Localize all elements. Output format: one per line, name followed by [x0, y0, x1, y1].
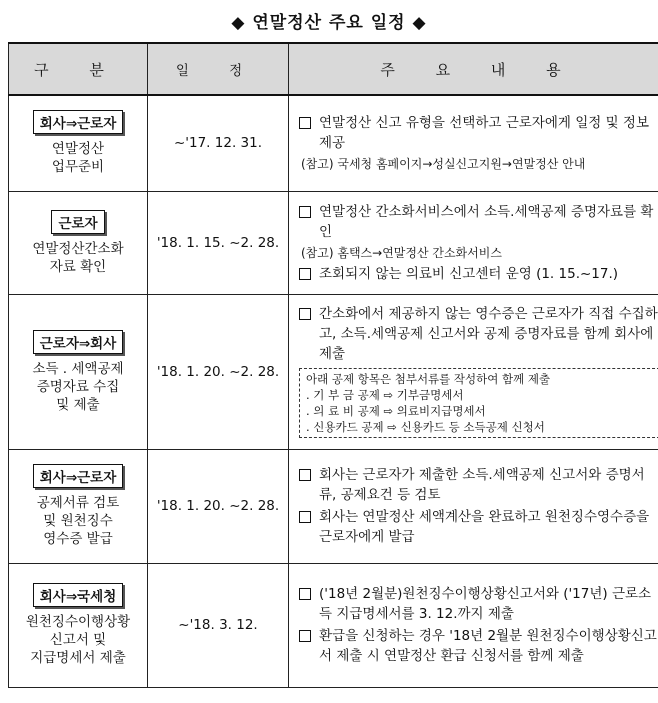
table-row [9, 563, 658, 687]
role-tag: 근로자 [51, 210, 104, 234]
square-bullet-icon [299, 588, 311, 600]
schedule-cell: '18. 1. 20. ~2. 28. [148, 449, 289, 563]
square-bullet-icon [299, 268, 311, 280]
reference-note: (참고) 국세청 홈페이지→성실신고지원→연말정산 안내 [301, 157, 586, 172]
category-label-line: 업무준비 [51, 159, 105, 176]
header-schedule: 일 정 [148, 43, 289, 95]
list-item: ('18년 2월분)원천징수이행상황신고서와 ('17년) 근로소득 지급명세서를 3. 12.까지 제출 [297, 584, 658, 624]
category-cell [9, 191, 148, 294]
table-row [9, 95, 658, 191]
category-label-line: 소득 . 세액공제 [32, 360, 124, 377]
content-cell [289, 294, 658, 449]
schedule-cell: ~'17. 12. 31. [148, 95, 289, 191]
category-cell [9, 563, 148, 687]
category-label-line: 영수증 발급 [43, 531, 113, 547]
role-tag: 회사⇒근로자 [33, 110, 124, 134]
category-label-line: 연말정산간소화 [32, 240, 124, 257]
header-content: 주 요 내 용 [289, 43, 658, 95]
category-label-line: 및 원천징수 [43, 513, 113, 529]
table-header-row [9, 43, 658, 95]
note-line: . 기 부 금 공제 ⇨ 기부금명세서 [306, 387, 464, 402]
note-line: . 신용카드 공제 ⇨ 신용카드 등 소득공제 신청서 [306, 419, 545, 434]
square-bullet-icon [299, 469, 311, 481]
schedule-table-wrapper [8, 42, 658, 688]
list-item: 회사는 근로자가 제출한 소득.세액공제 신고서와 증명서류, 공제요건 등 검토 [297, 465, 658, 505]
content-cell [289, 563, 658, 687]
category-label-line: 공제서류 검토 [36, 495, 120, 511]
square-bullet-icon [299, 206, 311, 218]
category-cell [9, 95, 148, 191]
list-item: 간소화에서 제공하지 않는 영수증은 근로자가 직접 수집하고, 소득.세액공제 신고서와 공제 증명자료를 함께 회사에 제출 [297, 304, 658, 364]
page-title: ◆ 연말정산 주요 일정 ◆ [231, 13, 427, 33]
category-label-line: 자료 확인 [49, 258, 107, 275]
content-cell [289, 191, 658, 294]
category-label-line: 증명자료 수집 [36, 378, 120, 395]
list-item: 환급을 신청하는 경우 '18년 2월분 원천징수이행상황신고서 제출 시 연말정산 환급 신청서를 함께 제출 [297, 626, 658, 666]
category-label-line: 지급명세서 제출 [30, 650, 126, 666]
schedule-cell: '18. 1. 20. ~2. 28. [148, 294, 289, 449]
square-bullet-icon [299, 511, 311, 523]
content-cell [289, 95, 658, 191]
list-item: 조회되지 않는 의료비 신고센터 운영 (1. 15.~17.) [297, 264, 658, 284]
role-tag: 근로자⇒회사 [33, 330, 124, 354]
note-line: 아래 공제 항목은 첨부서류를 작성하여 함께 제출 [306, 371, 551, 386]
list-item: 연말정산 신고 유형을 선택하고 근로자에게 일정 및 정보 제공 [297, 113, 658, 153]
note-line: . 의 료 비 공제 ⇨ 의료비지급명세서 [306, 403, 486, 418]
table-row [9, 191, 658, 294]
content-cell [289, 449, 658, 563]
category-label-line: 연말정산 [51, 141, 105, 158]
list-item: 연말정산 간소화서비스에서 소득.세액공제 증명자료를 확인 [297, 202, 658, 242]
attachment-note-box [299, 368, 658, 438]
schedule-cell: ~'18. 3. 12. [148, 563, 289, 687]
square-bullet-icon [299, 630, 311, 642]
square-bullet-icon [299, 308, 311, 320]
category-cell [9, 449, 148, 563]
table-row [9, 449, 658, 563]
table-row [9, 294, 658, 449]
schedule-cell: '18. 1. 15. ~2. 28. [148, 191, 289, 294]
square-bullet-icon [299, 117, 311, 129]
header-category: 구 분 [9, 43, 148, 95]
category-label-line: 신고서 및 [49, 632, 107, 648]
category-label-line: 원천징수이행상황 [25, 614, 131, 630]
reference-note: (참고) 홈택스→연말정산 간소화서비스 [301, 245, 502, 260]
list-item: 회사는 연말정산 세액계산을 완료하고 원천징수영수증을 근로자에게 발급 [297, 507, 658, 547]
category-label-line: 및 제출 [56, 396, 100, 413]
schedule-table [8, 42, 658, 688]
role-tag: 회사⇒근로자 [33, 464, 124, 488]
role-tag: 회사⇒국세청 [33, 583, 124, 607]
category-cell [9, 294, 148, 449]
